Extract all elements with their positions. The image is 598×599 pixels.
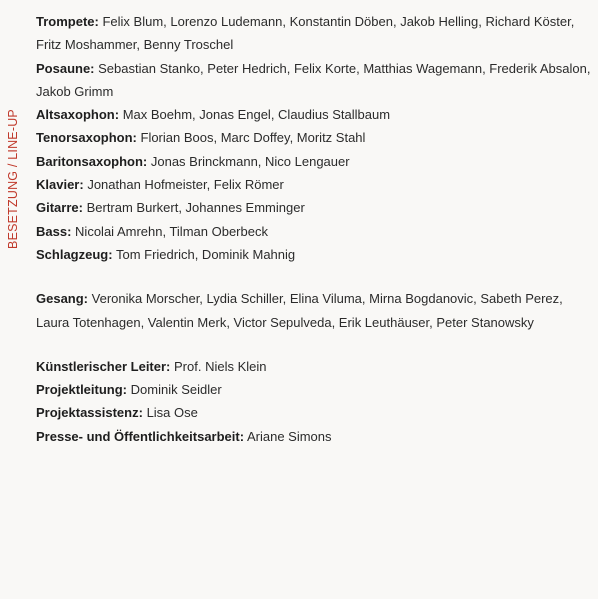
role-label: Klavier:	[36, 177, 84, 193]
lineup-entry-klavier	[36, 173, 592, 196]
section-side-label	[2, 109, 24, 249]
member-names: Dominik Seidler	[130, 382, 222, 398]
role-label: Posaune:	[36, 60, 95, 76]
member-names: Max Boehm, Jonas Engel, Claudius Stallbaum	[122, 107, 391, 123]
member-names: Florian Boos, Marc Doffey, Moritz Stahl	[140, 130, 366, 146]
lineup-list	[36, 10, 592, 448]
member-names: Sebastian Stanko, Peter Hedrich, Felix Korte, Matthias Wagemann, Frederik Absalon, Jakob Grimm	[36, 60, 591, 99]
member-names: Nicolai Amrehn, Tilman Oberbeck	[75, 223, 268, 239]
role-label: Gesang:	[36, 291, 89, 307]
role-label: Trompete:	[36, 14, 99, 29]
lineup-entry-gitarre	[36, 196, 592, 219]
member-names: Bertram Burkert, Johannes Emminger	[86, 200, 305, 216]
lineup-entry-gesang	[36, 287, 592, 334]
lineup-entry-baritonsaxophon	[36, 150, 592, 173]
role-label: Schlagzeug:	[36, 246, 113, 262]
member-names: Veronika Morscher, Lydia Schiller, Elina Viluma, Mirna Bogdanovic, Sabeth Perez, Laura Totenhagen, Valentin Merk, Victor Sepulveda, Erik Leuthäuser, Peter Stanowsky	[36, 291, 563, 330]
lineup-entry-trompete	[36, 10, 592, 57]
role-label: Gitarre:	[36, 200, 83, 216]
lineup-entry-projektassistenz	[36, 401, 592, 424]
lineup-entry-projektleitung	[36, 378, 592, 401]
member-names: Prof. Niels Klein	[174, 358, 267, 374]
role-label: Altsaxophon:	[36, 107, 120, 123]
lineup-entry-presse	[36, 425, 592, 448]
lineup-entry-schlagzeug	[36, 243, 592, 266]
role-label: Künstlerischer Leiter:	[36, 358, 171, 374]
side-label-text: BESETZUNG / LINE-UP	[6, 109, 20, 249]
member-names: Jonas Brinckmann, Nico Lengauer	[150, 153, 350, 169]
lineup-entry-posaune	[36, 57, 592, 104]
role-label: Projektassistenz:	[36, 405, 143, 421]
member-names: Jonathan Hofmeister, Felix Römer	[87, 177, 284, 193]
role-label: Bass:	[36, 223, 72, 239]
role-label: Baritonsaxophon:	[36, 153, 148, 169]
member-names: Ariane Simons	[246, 428, 332, 444]
role-label: Projektleitung:	[36, 382, 128, 398]
member-names: Tom Friedrich, Dominik Mahnig	[115, 246, 296, 262]
group-spacer	[36, 334, 592, 355]
member-names: Felix Blum, Lorenzo Ludemann, Konstantin Döben, Jakob Helling, Richard Köster, Fritz Moshammer, Benny Troschel	[36, 14, 575, 53]
lineup-entry-bass	[36, 220, 592, 243]
group-spacer	[36, 266, 592, 287]
lineup-entry-altsaxophon	[36, 103, 592, 126]
lineup-entry-tenorsaxophon	[36, 126, 592, 149]
role-label: Presse- und Öffentlichkeitsarbeit:	[36, 428, 245, 444]
member-names: Lisa Ose	[146, 405, 198, 421]
lineup-entry-kuenstlerischer-leiter	[36, 355, 592, 378]
role-label: Tenorsaxophon:	[36, 130, 137, 146]
